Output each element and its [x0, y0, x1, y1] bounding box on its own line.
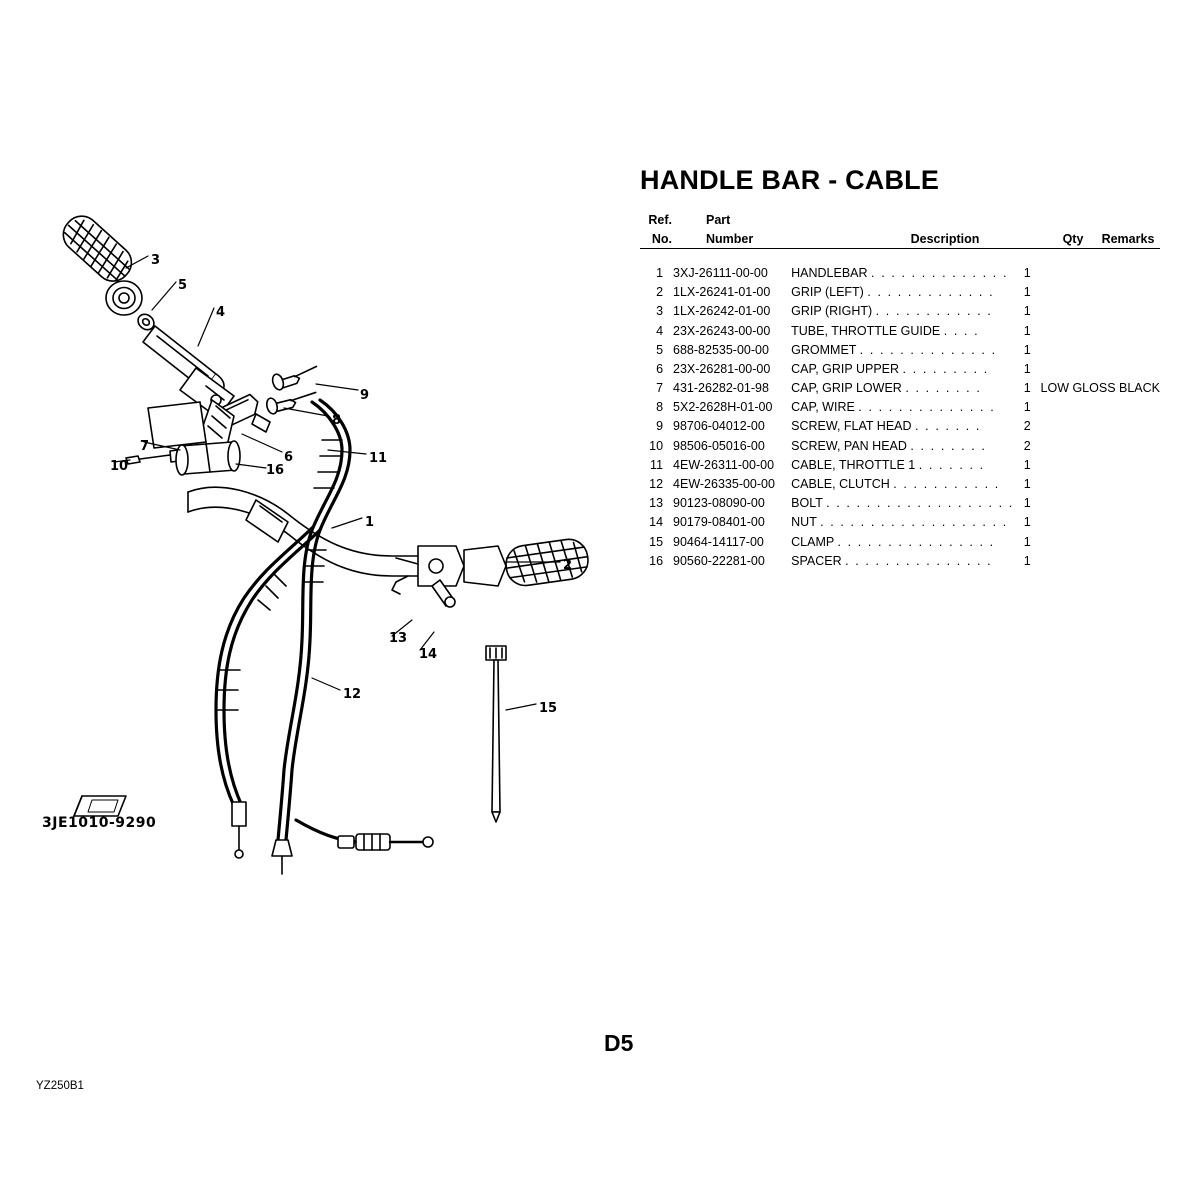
description-text: HANDLEBAR [791, 265, 868, 280]
cell-ref-no: 9 [656, 419, 664, 434]
cell-qty: 1 [1023, 534, 1031, 549]
cell-remarks [1041, 321, 1160, 340]
cell-ref-no: 11 [650, 457, 664, 472]
diagram-callout-13: 13 [389, 631, 408, 646]
cell-part-number: 3XJ-26111-00-00 [673, 265, 768, 280]
cell-part-number: 90560-22281-00 [673, 553, 765, 568]
cell-description [791, 417, 1014, 436]
table-header-row-1 [640, 210, 1160, 229]
table-header-row-2 [640, 229, 1160, 248]
cell-description [791, 302, 1014, 321]
header-remarks: Remarks [1101, 231, 1155, 246]
cell-remarks [1041, 302, 1160, 321]
cell-description [791, 340, 1014, 359]
page-title: HANDLE BAR - CABLE [640, 165, 940, 195]
parts-list [640, 210, 1160, 570]
description-leader-dots: . . . . . . . [918, 457, 985, 472]
diagram-callout-11: 11 [369, 451, 388, 466]
description-text: CABLE, CLUTCH [791, 477, 890, 492]
cell-description [791, 513, 1014, 532]
cell-remarks [1041, 455, 1160, 474]
cell-qty: 2 [1023, 419, 1031, 434]
cell-part-number: 688-82535-00-00 [673, 342, 769, 357]
description-text: TUBE, THROTTLE GUIDE [791, 323, 941, 338]
cell-remarks [1041, 513, 1160, 532]
parts-table-body [640, 263, 1160, 570]
description-leader-dots: . . . . . . . . . . . . . . [859, 342, 997, 357]
description-text: NUT [791, 515, 817, 530]
cell-remarks [1041, 283, 1160, 302]
cell-qty: 1 [1023, 323, 1031, 338]
description-leader-dots: . . . . . . . . . [902, 361, 989, 376]
cell-qty: 1 [1023, 400, 1031, 415]
diagram-callout-layer [20, 150, 620, 880]
cell-ref-no: 12 [649, 477, 664, 492]
diagram-callout-3: 3 [151, 253, 161, 268]
cell-remarks: LOW GLOSS BLACK [1040, 381, 1160, 396]
cell-ref-no: 8 [656, 400, 664, 415]
header-description: Description [910, 231, 980, 246]
cell-ref-no: 15 [649, 534, 664, 549]
cell-remarks [1041, 532, 1160, 551]
diagram-callout-10: 10 [110, 459, 129, 474]
header-qty: Qty [1062, 231, 1084, 246]
description-text: SCREW, FLAT HEAD [791, 419, 912, 434]
description-leader-dots: . . . . . . . . . . . . . . [858, 400, 996, 415]
table-row [640, 532, 1160, 551]
cell-qty: 1 [1023, 515, 1031, 530]
cell-part-number: 4EW-26311-00-00 [673, 457, 775, 472]
description-leader-dots: . . . . . . . . . . . . . . . . . . . [820, 515, 1008, 530]
table-row [640, 302, 1160, 321]
diagram-callout-5: 5 [178, 278, 188, 293]
cell-ref-no: 4 [656, 323, 664, 338]
cell-remarks [1041, 263, 1160, 282]
cell-qty: 1 [1023, 285, 1031, 300]
table-row [640, 551, 1160, 570]
cell-qty: 1 [1023, 381, 1031, 396]
cell-qty: 1 [1023, 553, 1031, 568]
cell-part-number: 23X-26281-00-00 [673, 361, 771, 376]
diagram-callout-12: 12 [343, 687, 362, 702]
description-leader-dots: . . . . . . . . [910, 438, 987, 453]
cell-remarks [1041, 474, 1160, 493]
cell-qty: 1 [1023, 342, 1031, 357]
table-row [640, 436, 1160, 455]
cell-description [791, 532, 1014, 551]
table-row [640, 263, 1160, 282]
cell-remarks [1041, 436, 1160, 455]
cell-qty: 1 [1023, 457, 1031, 472]
figure-code: 3JE1010-9290 [42, 815, 157, 831]
description-text: GROMMET [791, 342, 857, 357]
cell-remarks [1041, 359, 1160, 378]
table-spacer [640, 249, 1160, 263]
table-row [640, 494, 1160, 513]
cell-description [791, 359, 1014, 378]
diagram-callout-15: 15 [539, 701, 558, 716]
description-leader-dots: . . . . . . . . . . . [893, 477, 1000, 492]
header-ref-line1: Ref. [648, 212, 672, 227]
cell-ref-no: 3 [656, 304, 664, 319]
page-label: D5 [604, 1030, 634, 1056]
cell-part-number: 90464-14117-00 [673, 534, 764, 549]
description-text: SPACER [791, 553, 842, 568]
table-row [640, 359, 1160, 378]
diagram-callout-6: 6 [284, 450, 294, 465]
header-qty-spacer [1050, 210, 1096, 229]
diagram-callout-2: 2 [563, 558, 573, 573]
description-text: GRIP (LEFT) [791, 285, 864, 300]
cell-description [791, 379, 1014, 398]
parts-table [640, 210, 1160, 248]
cell-part-number: 98706-04012-00 [673, 419, 765, 434]
description-text: CAP, GRIP UPPER [791, 361, 900, 376]
cell-part-number: 23X-26243-00-00 [673, 323, 771, 338]
cell-qty: 1 [1023, 304, 1031, 319]
cell-part-number: 90179-08401-00 [673, 515, 765, 530]
cell-ref-no: 13 [649, 496, 664, 511]
description-text: CLAMP [791, 534, 834, 549]
diagram-callout-14: 14 [419, 647, 438, 662]
header-description-spacer [840, 210, 1050, 229]
cell-ref-no: 1 [656, 265, 664, 280]
cell-ref-no: 14 [649, 515, 664, 530]
table-row [640, 417, 1160, 436]
table-row [640, 455, 1160, 474]
description-leader-dots: . . . . . . . [915, 419, 981, 434]
cell-part-number: 5X2-2628H-01-00 [673, 400, 773, 415]
cell-description [791, 494, 1014, 513]
description-leader-dots: . . . . . . . . [905, 381, 982, 396]
diagram-callout-8: 8 [332, 413, 342, 428]
cell-remarks [1041, 551, 1160, 570]
header-remarks-spacer [1096, 210, 1160, 229]
cell-part-number: 431-26282-01-98 [673, 381, 769, 396]
cell-description [791, 474, 1014, 493]
diagram-callout-16: 16 [266, 463, 285, 478]
cell-qty: 1 [1023, 477, 1031, 492]
cell-description [791, 321, 1014, 340]
description-leader-dots: . . . . . . . . . . . . . . . . . . . [826, 496, 1014, 511]
cell-description [791, 551, 1014, 570]
description-leader-dots: . . . . . . . . . . . . . . [871, 265, 1009, 280]
cell-qty: 1 [1023, 265, 1031, 280]
cell-remarks [1041, 398, 1160, 417]
model-code: YZ250B1 [36, 1080, 84, 1092]
description-text: BOLT [791, 496, 823, 511]
cell-ref-no: 2 [656, 285, 664, 300]
description-text: CAP, GRIP LOWER [791, 381, 902, 396]
table-row [640, 513, 1160, 532]
cell-qty: 1 [1023, 361, 1031, 376]
cell-remarks [1041, 494, 1160, 513]
cell-description [791, 263, 1014, 282]
table-row [640, 474, 1160, 493]
cell-ref-no: 7 [656, 381, 664, 396]
cell-part-number: 1LX-26242-01-00 [673, 304, 771, 319]
cell-ref-no: 10 [649, 438, 664, 453]
table-row [640, 379, 1160, 398]
cell-part-number: 98506-05016-00 [673, 438, 765, 453]
description-leader-dots: . . . . . . . . . . . . . . . [845, 553, 993, 568]
cell-ref-no: 16 [649, 553, 664, 568]
cell-description [791, 283, 1014, 302]
header-part-line1: Part [706, 212, 731, 227]
cell-ref-no: 5 [656, 342, 664, 357]
description-leader-dots: . . . . . . . . . . . . . . . . [837, 534, 995, 549]
cell-remarks [1041, 340, 1160, 359]
diagram-callout-1: 1 [365, 515, 375, 530]
description-text: SCREW, PAN HEAD [791, 438, 907, 453]
cell-remarks [1041, 417, 1160, 436]
table-row [640, 321, 1160, 340]
cell-ref-no: 6 [656, 361, 664, 376]
description-leader-dots: . . . . . . . . . . . . . [867, 285, 995, 300]
cell-qty: 1 [1023, 496, 1031, 511]
cell-part-number: 1LX-26241-01-00 [673, 285, 771, 300]
header-ref-line2: No. [651, 231, 672, 246]
table-row [640, 398, 1160, 417]
cell-part-number: 4EW-26335-00-00 [673, 477, 775, 492]
header-part-line2: Number [706, 231, 754, 246]
description-leader-dots: . . . . [943, 323, 980, 338]
cell-part-number: 90123-08090-00 [673, 496, 765, 511]
diagram-callout-9: 9 [360, 388, 370, 403]
cell-description [791, 398, 1014, 417]
cell-description [791, 436, 1014, 455]
diagram-callout-4: 4 [216, 305, 226, 320]
cell-qty: 2 [1023, 438, 1031, 453]
cell-description [791, 455, 1014, 474]
diagram-callout-7: 7 [140, 439, 150, 454]
description-leader-dots: . . . . . . . . . . . . [875, 304, 993, 319]
description-text: CABLE, THROTTLE 1 [791, 457, 916, 472]
table-row [640, 283, 1160, 302]
table-row [640, 340, 1160, 359]
description-text: GRIP (RIGHT) [791, 304, 873, 319]
description-text: CAP, WIRE [791, 400, 855, 415]
